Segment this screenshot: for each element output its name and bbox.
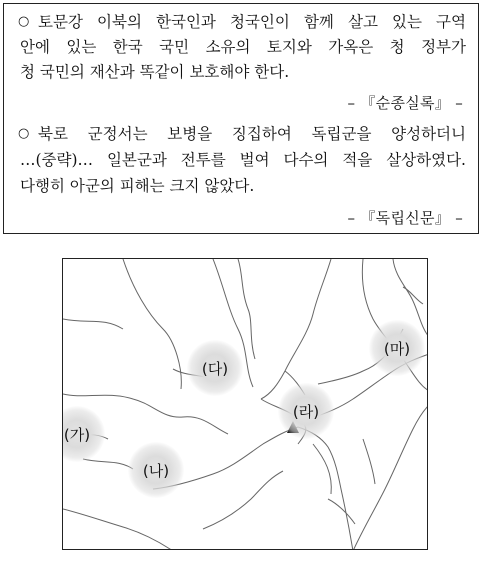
passage-line: 북로 군정서는 보병을 징집하여 독립군을 양성하더니 bbox=[38, 125, 466, 143]
passage-line: 안에 있는 한국 국민 소유의 토지와 가옥은 청 정부가 bbox=[20, 38, 466, 56]
passage-line: 토문강 이북의 한국인과 청국인이 함께 살고 있는 구역 bbox=[38, 13, 466, 31]
source-citation: – 『독립신문』 – bbox=[347, 209, 463, 227]
region-da: (다) bbox=[187, 340, 243, 396]
passage-line: 다행히 아군의 피해는 크지 않았다. bbox=[20, 177, 255, 195]
bullet-icon: ○ bbox=[18, 126, 30, 141]
region-ga: (가) bbox=[62, 406, 105, 462]
map-lines bbox=[63, 259, 428, 550]
map bbox=[62, 258, 428, 550]
bullet-icon: ○ bbox=[18, 14, 30, 29]
region-ra: (라) bbox=[278, 383, 334, 439]
passage-box bbox=[3, 3, 479, 234]
passage-line: …(중략)… 일본군과 전투를 벌여 다수의 적을 살상하였다. bbox=[20, 151, 466, 169]
region-ma: (마) bbox=[369, 320, 425, 376]
source-citation: – 『순종실록』 – bbox=[347, 94, 463, 112]
passage-line: 청 국민의 재산과 똑같이 보호해야 한다. bbox=[20, 63, 290, 81]
region-na: (나) bbox=[128, 442, 184, 498]
